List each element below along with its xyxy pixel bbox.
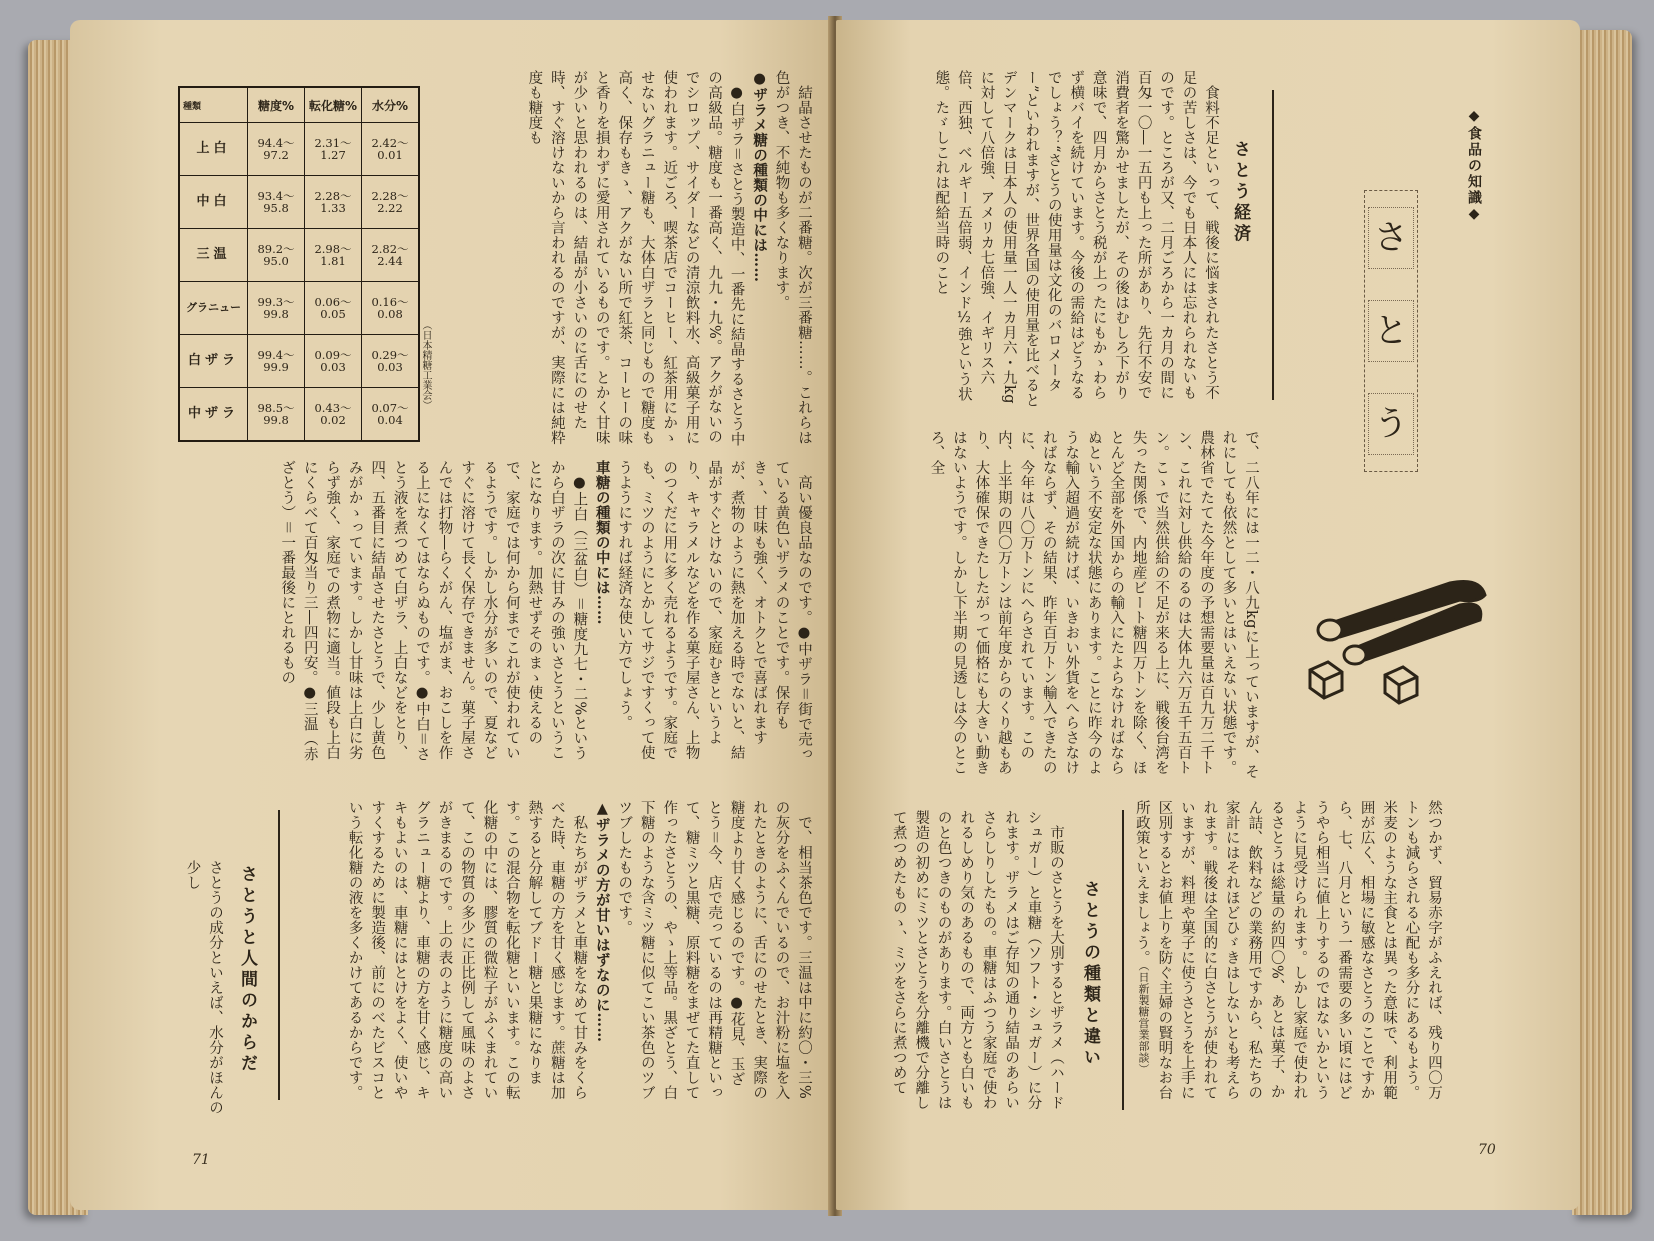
cell: 99.3〜99.8 <box>248 282 305 335</box>
section-rule <box>278 810 280 1100</box>
cell: 2.31〜1.27 <box>305 123 362 176</box>
left-middle-text <box>175 460 815 770</box>
source-note: （日新製糖営業部談） <box>1137 960 1150 1075</box>
cell: 89.2〜95.0 <box>248 229 305 282</box>
paragraph: 市販のさとうを大別するとザラメ（ハードシュガー）と車糖（ソフト・シュガー）に分れます。ザラメはご存知の通り結晶のあらいさらしりしたもの。車糖はふつう家庭で使われるしめり気のあるもので、両方とも白いものと色つきのものがあります。白いさとうは製造の初めにミツとさとうを分離機で分離して煮つめたものゝ、ミツをさらに煮つめて <box>890 810 1064 1110</box>
left-upper-text <box>440 70 815 450</box>
series-label: ◆食品の知識◆ <box>1466 108 1482 224</box>
page-number-right: 70 <box>1478 1142 1496 1158</box>
row-name: 中ザラ <box>179 388 248 442</box>
subheading: ▲ザラメの方が甘いはずなのに…… <box>593 800 611 1043</box>
cell: 0.07〜0.04 <box>362 388 420 442</box>
right-upper-text <box>862 70 1222 410</box>
cell: 93.4〜95.8 <box>248 176 305 229</box>
paragraph: 結晶させたものが二番糖。次が三番糖……。これらは色がつき、不純物も多くなります。 <box>773 70 812 445</box>
cell: 2.98〜1.81 <box>305 229 362 282</box>
title-char: と <box>1368 300 1414 362</box>
paragraph: 高い優良品なのです。●中ザラ＝街で売っている黄色いザラメのことです。保存もきゝ、甘味も強く、オトクとで喜ばれますが、煮物のように熱を加える時でないと、結晶がすぐとけないので、家庭むきというより、キャラメルなどを作る菓子屋さん、上物のつくだに用に多く売れるようです。家庭でも、ミツのようにとかしてサジですくって使うようにすれば経済な使い方でしょう。 <box>616 460 812 761</box>
row-name: 白ザラ <box>179 335 248 388</box>
table-header-invert: 転化糖% <box>305 87 362 123</box>
cell: 0.43〜0.02 <box>305 388 362 442</box>
cell: 99.4〜99.9 <box>248 335 305 388</box>
paragraph: で、二八年には一二・八九kgに上っていますが、それにしても依然として多いとはいえない状態です。農林省でたてた今年度の予想需要量は百九万二千トン、これに対し供給のるのは大体九六万五千五百トン。こゝで当然供給の不足が来る上に、戦後台湾を失った関係で、内地産ビート糖四万トンを除く、ほとんど全部を外国からの輸入にたよらなければならぬという不安定な状態にあります。ことに昨今のような輸入超過が続けば、いきおい外貨をへらさなければならず、その結果、昨年百万トン輸入できたのに、今年は八〇万トンにへらされています。この内、上半期の四〇万トンは前年度からのくり越もあり、大体確保できたしたがって価格にも大きい動きはないようです。しかし下半期の見透しは今のところ、全 <box>928 430 1259 780</box>
right-middle-text <box>862 430 1262 780</box>
cell: 94.4〜97.2 <box>248 123 305 176</box>
cell: 2.28〜1.33 <box>305 176 362 229</box>
paragraph: で、相当茶色です。三温は中に約〇・三%の灰分をふくんでいるので、お汁粉に塩を入れたときのように、舌にのせたとき、実際の糖度より甘く感じるのです。●花見、玉ざとう＝今、店で売っているのは再精糖といって、糖ミツと黒糖、原料糖をまぜてた直して作ったさとうの、やゝ上等品。黒ざとう、白下糖のような含ミツ糖に似てこい茶色のツブツブしたものです。 <box>616 800 812 1100</box>
right-lower-left-text <box>862 810 1067 1110</box>
subheading: ●ザラメ糖の種類の中には…… <box>751 70 769 283</box>
row-name: 上白 <box>179 123 248 176</box>
cell: 0.06〜0.05 <box>305 282 362 335</box>
table-row <box>179 335 419 388</box>
section-heading-body: さとうと人間のからだ <box>237 865 257 1075</box>
table-source: （日本精糖工業会） <box>420 320 431 410</box>
cell: 2.28〜2.22 <box>362 176 420 229</box>
table-row <box>179 229 419 282</box>
cell: 0.29〜0.03 <box>362 335 420 388</box>
table-header-sugar: 糖度% <box>248 87 305 123</box>
row-name: 三温 <box>179 229 248 282</box>
paragraph: さとうの成分といえば、水分がほんの少し <box>184 860 223 1115</box>
row-name: グラニュー <box>179 282 248 335</box>
cell: 0.09〜0.03 <box>305 335 362 388</box>
section-heading-types: さとうの種類と違い <box>1080 880 1100 1069</box>
paragraph: ●上白（三盆白）＝糖度九七・二%というから白ザラの次に甘みの強いさとうということになります。加熱せずそのまゝ使えるので、家庭では何から何までこれが使われているようです。しかし水分が多いので、夏などすぐに溶けて長く保存できません。菓子屋さんでは打物―らくがん、塩がま、おこしを作る上になくてはならぬものです。●中白＝さとう液を煮つめて白ザラ、上白などをとり、四、五番目に結晶させたさとうで、少し黄色みがかゝっています。しかし甘味は上白に劣らず強く、家庭での煮物に適当。値段も上白にくらべて百匁当り三―四円安。●三温（赤ざとう）＝一番最後にとれるもの <box>279 460 588 762</box>
left-lower-text <box>300 800 815 1100</box>
section-heading-economy: さとう経済 <box>1230 140 1250 245</box>
cell: 98.5〜99.8 <box>248 388 305 442</box>
title-char: う <box>1368 393 1414 455</box>
page-number-left: 71 <box>192 1152 210 1168</box>
table-header-water: 水分% <box>362 87 420 123</box>
table-corner: 種類 <box>179 87 248 123</box>
right-lower-text <box>1135 800 1445 1110</box>
cell: 2.82〜2.44 <box>362 229 420 282</box>
table-row <box>179 388 419 442</box>
paragraph: 食料不足といって、戦後に悩まされたさとう不足の苦しさは、今でも日本人には忘れられないものです。ところが又、二月ごろから一カ月の間に百匁一〇―一五円も上った所があり、先行不安で消費者を驚かせましたが、その後はむしろ下がり意味で、四月からさとう税が上ったにもかゝわらず横バイを続けています。今後の需給はどうなるでしょう？“さとうの使用量は文化のバロメーター”といわれますが、世界各国の使用量を比べるとデンマークは日本人の使用量一人一カ月六・九kgに対して八倍強、アメリカ七倍強、イギリス六倍、西独、ベルギー五倍弱、インド½強という状態。たゞしこれは配給当時のこと <box>933 70 1219 408</box>
paragraph: 私たちがザラメと車糖をなめて甘みをくらべた時、車糖の方を甘く感じます。蔗糖は加熱すると分解してブドー糖と果糖になります。この混合物を転化糖といいます。この転化糖の中には、膠質の微粒子がふくまれていて、この物質の多少に正比例して風味のよさがきまるのです。上の表のように糖度の高いグラニュー糖より、車糖の方を甘く感じ、キキもよいのは、車糖にはとけをよく、使いやすくするために製造後、前にのべたビスコという転化糖の液を多くかけてあるからです。 <box>346 800 588 1100</box>
paragraph: 然つかず、貿易赤字がふえれば、残り四〇万トンも減らされる心配も多分にあるもよう。米麦のような主食とは異った意味で、利用範囲が広く、相場に敏感なさとうのことですから、七、八月という一番需要の多い頃にはどうやら相当に値上りするのではないかというように見受けられます。しかし家庭で使われるさとうは総量の約四〇%、あとは菓子、かん詰、飲料などの業務用ですから、私たちの家計にはそれほどひゞきはしないとも考えられます。戦後は全国的に白さとうが使われていますが、料理や菓子に使うさとうを上手に区別するとお値上りを防ぐ主婦の賢明なお台所政策といえましょう。 <box>1133 800 1442 1100</box>
row-name: 中白 <box>179 176 248 229</box>
subheading: 車糖の種類の中には…… <box>593 460 611 625</box>
left-last-column <box>184 860 226 1120</box>
book-edge-right <box>1572 30 1632 1215</box>
table-row <box>179 282 419 335</box>
section-rule <box>1272 90 1274 400</box>
article-title <box>1364 190 1418 472</box>
sugar-composition-table <box>178 86 420 442</box>
sugar-tongs-illustration <box>1310 575 1500 715</box>
section-rule <box>1122 810 1124 1110</box>
cell: 0.16〜0.08 <box>362 282 420 335</box>
title-char: さ <box>1368 207 1414 269</box>
table-row <box>179 123 419 176</box>
table-row <box>179 176 419 229</box>
paragraph: ●白ザラ＝さとう製造中、一番先に結晶するさとう中の高級品。糖度も一番高く、九九・九%。アクがないのでシロップ、サイダーなどの清涼飲料水、高級菓子用に使われます。近ごろ、喫茶店でコーヒー、紅茶用にかゝせないグラニュー糖も、大体白ザラと同じもので糖度も高く、保存もきゝ、アクがない所で紅茶、コーヒーの味と香りを損わずに愛用されているものです。とかく甘味が少いと思われるのは、結晶が小さいのに舌にのせた時、すぐ溶けないから言われるのですが、実際には純粋度も糖度も <box>526 70 745 446</box>
cell: 2.42〜0.01 <box>362 123 420 176</box>
